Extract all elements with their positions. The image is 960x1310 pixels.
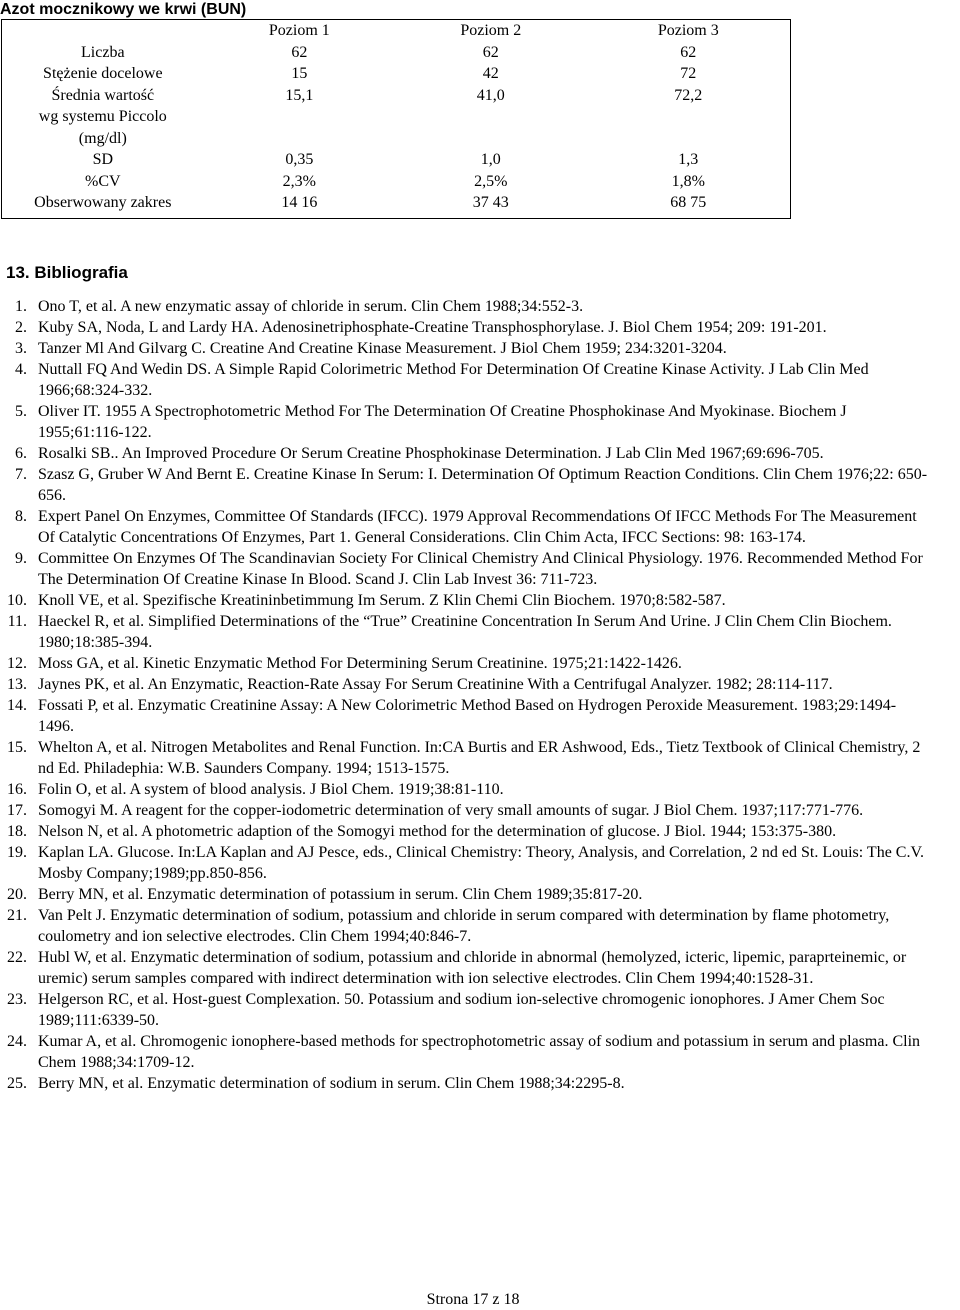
reference-item xyxy=(0,800,930,821)
reference-text: Kaplan LA. Glucose. In:LA Kaplan and AJ Pesce, eds., Clinical Chemistry: Theory, Analysis, and Correlation, 2 nd ed St. Louis: The C.V. Mosby Company;1989;pp.850-856. xyxy=(38,844,924,882)
reference-number: 20. xyxy=(7,886,27,903)
table-cell: 37 43 xyxy=(472,194,509,211)
reference-text: Expert Panel On Enzymes, Committee Of Standards (IFCC). 1979 Approval Recommendations Of IFCC Methods For The Measurement Of Catalytic Concentrations Of Enzymes, Part 1. General Considerations. Clin Chim Acta, IFCC Sections: 98: 163-174. xyxy=(38,508,917,546)
reference-number: 16. xyxy=(7,781,27,798)
reference-item xyxy=(0,884,930,905)
reference-number: 12. xyxy=(7,655,27,672)
reference-text: Somogyi M. A reagent for the copper-iodometric determination of very small amounts of sugar. J Biol Chem. 1937;117:771-776. xyxy=(38,802,864,819)
reference-item xyxy=(0,737,930,779)
reference-item xyxy=(0,821,930,842)
row-label: SD xyxy=(92,151,114,168)
reference-number: 21. xyxy=(7,907,27,924)
page-footer: Strona 17 z 18 xyxy=(426,1291,520,1308)
reference-text: Nuttall FQ And Wedin DS. A Simple Rapid Colorimetric Method For Determination Of Creatine Kinase Activity. J Lab Clin Med 1966;68:324-332. xyxy=(38,361,869,399)
table-cell: 41,0 xyxy=(476,86,505,104)
table-cell: 62 xyxy=(680,43,697,61)
table-header-cell: Poziom 2 xyxy=(460,22,522,39)
reference-text: Haeckel R, et al. Simplified Determinations of the “True” Creatinine Concentration In Serum And Urine. J Clin Chem Clin Biochem. 1980;18:385-394. xyxy=(38,613,892,651)
reference-number: 23. xyxy=(7,991,27,1008)
reference-number: 19. xyxy=(7,844,27,861)
reference-number: 2. xyxy=(15,319,27,336)
reference-text: Moss GA, et al. Kinetic Enzymatic Method For Determining Serum Creatinine. 1975;21:1422-1426. xyxy=(38,655,682,672)
reference-number: 18. xyxy=(7,823,27,840)
table-cell: 1,0 xyxy=(480,151,501,168)
reference-number: 17. xyxy=(7,802,27,819)
reference-text: Committee On Enzymes Of The Scandinavian Society For Clinical Chemistry And Clinical Physiology. 1976. Recommended Method For The Determination Of Creatine Kinase In Blood. Scand J. Clin Lab Invest 36: 711-723. xyxy=(38,550,923,588)
reference-list xyxy=(0,296,930,1094)
reference-text: Berry MN, et al. Enzymatic determination of sodium in serum. Clin Chem 1988;34:2295-8. xyxy=(38,1075,625,1092)
reference-text: Kumar A, et al. Chromogenic ionophere-based methods for spectrophotometric assay of sodium and potassium in serum and plasma. Clin Chem 1988;34:1709-12. xyxy=(38,1033,921,1071)
reference-number: 25. xyxy=(7,1075,27,1092)
reference-number: 1. xyxy=(15,298,27,315)
reference-number: 8. xyxy=(15,508,27,525)
table-cell: 62 xyxy=(482,43,499,61)
table-header-cell xyxy=(2,20,204,42)
reference-number: 6. xyxy=(15,445,27,462)
reference-text: Oliver IT. 1955 A Spectrophotometric Method For The Determination Of Creatine Phosphokinase And Myokinase. Biochem J 1955;61:116-122. xyxy=(38,403,847,441)
table-cell: 62 xyxy=(291,43,308,61)
table-cell: 15,1 xyxy=(285,86,314,104)
row-label: Średnia wartość wg systemu Piccolo (mg/dl) xyxy=(38,86,167,147)
reference-item xyxy=(0,548,930,590)
table-row xyxy=(2,149,791,171)
reference-number: 11. xyxy=(7,613,27,630)
table-row xyxy=(2,42,791,64)
reference-text: Van Pelt J. Enzymatic determination of sodium, potassium and chloride in serum compared with determination by flame photometry, coulometry and ion selective electrodes. Clin Chem 1994;40:846-7. xyxy=(38,907,890,945)
table-row xyxy=(2,85,791,150)
reference-item xyxy=(0,842,930,884)
reference-number: 4. xyxy=(15,361,27,378)
reference-item xyxy=(0,338,930,359)
reference-text: Nelson N, et al. A photometric adaption of the Somogyi method for the determination of glucose. J Biol. 1944; 153:375-380. xyxy=(38,823,837,840)
reference-number: 9. xyxy=(15,550,27,567)
reference-number: 22. xyxy=(7,949,27,966)
reference-item xyxy=(0,464,930,506)
reference-number: 3. xyxy=(15,340,27,357)
bibliography-heading: 13. Bibliografia xyxy=(6,263,128,282)
results-table xyxy=(1,19,791,219)
row-label: Obserwowany zakres xyxy=(34,194,172,211)
reference-text: Ono T, et al. A new enzymatic assay of chloride in serum. Clin Chem 1988;34:552-3. xyxy=(38,298,584,315)
reference-number: 10. xyxy=(7,592,27,609)
reference-number: 5. xyxy=(15,403,27,420)
reference-item xyxy=(0,296,930,317)
table-cell: 15 xyxy=(291,65,308,82)
reference-text: Kuby SA, Noda, L and Lardy HA. Adenosinetriphosphate-Creatine Transphosphorylase. J. Biol Chem 1954; 209: 191-201. xyxy=(38,319,827,336)
table-row xyxy=(2,192,791,218)
table-cell: 2,3% xyxy=(282,172,316,190)
reference-item xyxy=(0,590,930,611)
table-row xyxy=(2,63,791,85)
table-row xyxy=(2,171,791,193)
reference-item xyxy=(0,1031,930,1073)
reference-text: Rosalki SB.. An Improved Procedure Or Serum Creatine Phosphokinase Determination. J Lab Clin Med 1967;69:696-705. xyxy=(38,445,824,462)
reference-text: Szasz G, Gruber W And Bernt E. Creatine Kinase In Serum: I. Determination Of Optimum Reaction Conditions. Clin Chem 1976;22: 650-656. xyxy=(38,466,928,504)
reference-item xyxy=(0,653,930,674)
table-cell: 1,8% xyxy=(671,172,705,190)
reference-item xyxy=(0,611,930,653)
reference-text: Hubl W, et al. Enzymatic determination of sodium, potassium and chloride in abnormal (hemolyzed, icteric, lipemic, paraprteinemic, or uremic) serum samples compared with indirect determination with ion selective electrodes. Clin Chem 1994;40:1528-31. xyxy=(38,949,907,987)
table-cell: 1,3 xyxy=(678,151,699,168)
table-cell: 0,35 xyxy=(285,151,314,168)
table-header-row xyxy=(2,20,791,42)
row-label: Stężenie docelowe xyxy=(43,65,163,82)
reference-number: 13. xyxy=(7,676,27,693)
reference-item xyxy=(0,1073,930,1094)
reference-text: Berry MN, et al. Enzymatic determination of potassium in serum. Clin Chem 1989;35:817-20. xyxy=(38,886,643,903)
table-cell: 72,2 xyxy=(674,86,703,104)
reference-number: 7. xyxy=(15,466,27,483)
reference-item xyxy=(0,443,930,464)
table-cell: 72 xyxy=(680,65,697,82)
reference-item xyxy=(0,989,930,1031)
reference-text: Whelton A, et al. Nitrogen Metabolites and Renal Function. In:CA Burtis and ER Ashwood, Eds., Tietz Textbook of Clinical Chemistry, 2 nd Ed. Philadephia: W.B. Saunders Company. 1994; 1513-1575. xyxy=(38,739,921,777)
reference-text: Jaynes PK, et al. An Enzymatic, Reaction-Rate Assay For Serum Creatinine With a Centrifugal Analyzer. 1982; 28:114-117. xyxy=(38,676,833,693)
row-label: Liczba xyxy=(81,43,125,61)
reference-item xyxy=(0,947,930,989)
reference-item xyxy=(0,674,930,695)
table-cell: 14 16 xyxy=(281,194,318,211)
table-header-cell: Poziom 3 xyxy=(657,22,719,39)
table-cell: 68 75 xyxy=(670,194,707,211)
reference-number: 14. xyxy=(7,697,27,714)
reference-text: Knoll VE, et al. Spezifische Kreatininbetimmung Im Serum. Z Klin Chemi Clin Biochem. 1970;8:582-587. xyxy=(38,592,726,609)
reference-item xyxy=(0,317,930,338)
section-title: Azot mocznikowy we krwi (BUN) xyxy=(0,1,247,18)
reference-text: Fossati P, et al. Enzymatic Creatinine Assay: A New Colorimetric Method Based on Hydrogen Peroxide Measurement. 1983;29:1494-1496. xyxy=(38,697,897,735)
reference-text: Folin O, et al. A system of blood analysis. J Biol Chem. 1919;38:81-110. xyxy=(38,781,504,798)
table-cell: 42 xyxy=(482,65,499,82)
reference-item xyxy=(0,506,930,548)
reference-item xyxy=(0,695,930,737)
row-label: %CV xyxy=(85,172,121,190)
reference-text: Tanzer Ml And Gilvarg C. Creatine And Creatine Kinase Measurement. J Biol Chem 1959; 234:3201-3204. xyxy=(38,340,727,357)
reference-item xyxy=(0,779,930,800)
reference-item xyxy=(0,401,930,443)
table-cell: 2,5% xyxy=(474,172,508,190)
reference-number: 15. xyxy=(7,739,27,756)
reference-item xyxy=(0,905,930,947)
reference-item xyxy=(0,359,930,401)
reference-number: 24. xyxy=(7,1033,27,1050)
reference-text: Helgerson RC, et al. Host-guest Complexation. 50. Potassium and sodium ion-selective chromogenic ionophores. J Amer Chem Soc 1989;111:6339-50. xyxy=(38,991,885,1029)
table-header-cell: Poziom 1 xyxy=(268,22,330,39)
